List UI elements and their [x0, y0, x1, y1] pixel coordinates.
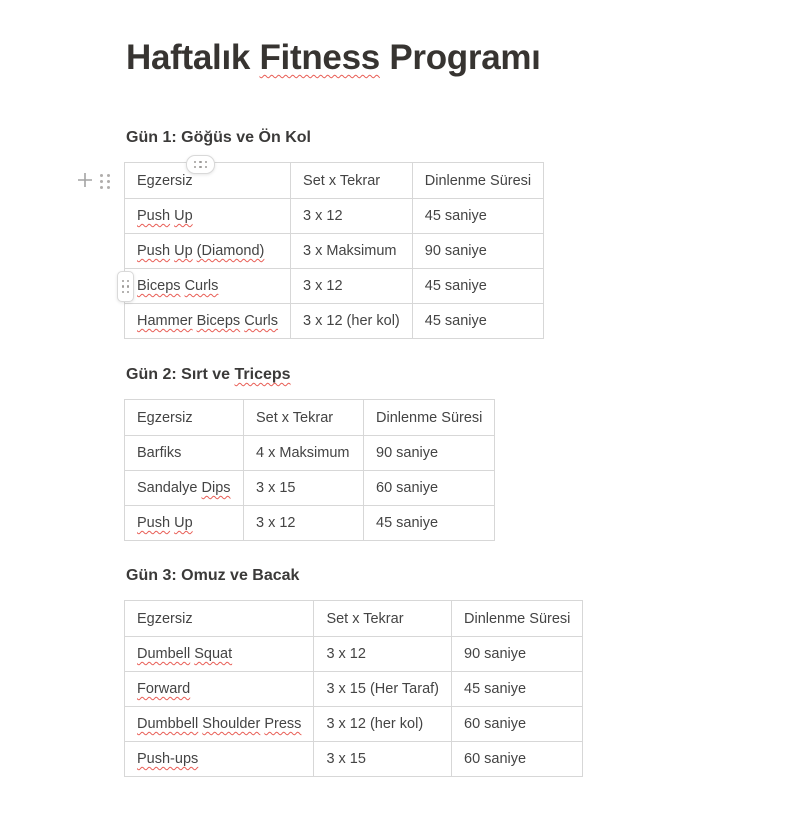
word: Up — [174, 515, 193, 531]
word: (Diamond) — [196, 243, 265, 259]
exercise-cell[interactable] — [125, 637, 314, 672]
sets-cell[interactable]: 3 x 12 — [291, 199, 413, 234]
word: ve — [236, 129, 255, 146]
section-heading[interactable] — [126, 366, 495, 384]
exercise-table — [124, 162, 544, 339]
word: Dumbbell — [137, 716, 199, 732]
table-row — [125, 742, 583, 777]
section-heading[interactable] — [126, 129, 544, 147]
rest-cell[interactable]: 45 saniye — [364, 506, 495, 541]
word: Shoulder — [202, 716, 261, 732]
word: 2: — [162, 366, 177, 383]
exercise-cell[interactable] — [125, 269, 291, 304]
table-row — [125, 304, 544, 339]
word: Haftalık — [126, 38, 251, 77]
column-header[interactable]: Dinlenme Süresi — [452, 601, 583, 637]
sets-cell[interactable]: 3 x 12 — [244, 506, 364, 541]
rest-cell[interactable]: 90 saniye — [412, 234, 543, 269]
word: Hammer — [137, 313, 193, 329]
rest-cell[interactable]: 45 saniye — [412, 269, 543, 304]
word: ve — [212, 366, 231, 383]
word: Omuz — [181, 567, 226, 584]
exercise-table — [124, 399, 495, 541]
word: Curls — [244, 313, 279, 329]
table-column-drag-handle[interactable] — [186, 155, 215, 174]
word: Bacak — [252, 567, 300, 584]
column-header[interactable]: Set x Tekrar — [291, 163, 413, 199]
word: Forward — [137, 681, 191, 697]
table-row — [125, 269, 544, 304]
day-section — [124, 567, 583, 777]
word: Kol — [285, 129, 311, 146]
table-header-row — [125, 400, 495, 436]
rest-cell[interactable]: 45 saniye — [412, 304, 543, 339]
table-header-row — [125, 601, 583, 637]
table-row — [125, 506, 495, 541]
table-row — [125, 199, 544, 234]
word: Fitness — [259, 38, 380, 77]
sets-cell[interactable]: 3 x 12 (her kol) — [314, 707, 452, 742]
word: 1: — [162, 129, 177, 146]
six-dots-vertical-drag-icon — [100, 174, 103, 177]
sets-cell[interactable]: 3 x Maksimum — [291, 234, 413, 269]
sets-cell[interactable]: 3 x 15 — [314, 742, 452, 777]
sets-cell[interactable]: 3 x 12 — [291, 269, 413, 304]
word: 3: — [162, 567, 177, 584]
word: Biceps — [196, 313, 241, 329]
word: Ön — [258, 129, 281, 146]
column-header[interactable]: Dinlenme Süresi — [364, 400, 495, 436]
word: Up — [174, 208, 193, 224]
word: Push — [137, 243, 171, 259]
rest-cell[interactable]: 45 saniye — [452, 672, 583, 707]
sets-cell[interactable]: 3 x 15 — [244, 471, 364, 506]
rest-cell[interactable]: 60 saniye — [452, 742, 583, 777]
table-row-drag-handle[interactable] — [117, 271, 134, 302]
word: Push — [137, 208, 171, 224]
column-header[interactable]: Egzersiz — [125, 400, 244, 436]
exercise-table — [124, 600, 583, 777]
column-header[interactable]: Dinlenme Süresi — [412, 163, 543, 199]
word: Push — [137, 515, 171, 531]
exercise-cell[interactable] — [125, 506, 244, 541]
exercise-cell[interactable] — [125, 304, 291, 339]
six-dots-horizontal-drag-icon — [194, 161, 208, 169]
sets-cell[interactable]: 3 x 15 (Her Taraf) — [314, 672, 452, 707]
rest-cell[interactable]: 90 saniye — [364, 436, 495, 471]
sets-cell[interactable]: 4 x Maksimum — [244, 436, 364, 471]
word: Press — [264, 716, 302, 732]
rest-cell[interactable]: 60 saniye — [364, 471, 495, 506]
word: Biceps — [137, 278, 181, 294]
word: Gün — [126, 366, 158, 383]
table-row — [125, 471, 495, 506]
day-section — [124, 366, 495, 541]
exercise-cell[interactable] — [125, 742, 314, 777]
word: ve — [230, 567, 248, 584]
word: Gün — [126, 129, 158, 146]
word: Up — [174, 243, 193, 259]
word: Push-ups — [137, 751, 199, 767]
exercise-cell[interactable] — [125, 436, 244, 471]
exercise-cell[interactable] — [125, 672, 314, 707]
exercise-cell[interactable] — [125, 234, 291, 269]
page-title[interactable] — [126, 38, 541, 78]
word: Squat — [194, 646, 233, 662]
word: Sandalye — [137, 480, 198, 496]
rest-cell[interactable]: 45 saniye — [412, 199, 543, 234]
word: Dumbell — [137, 646, 191, 662]
table-row — [125, 672, 583, 707]
word: Sırt — [181, 366, 208, 383]
column-header[interactable]: Egzersiz — [125, 601, 314, 637]
word: Barfiks — [137, 445, 182, 461]
exercise-cell[interactable] — [125, 199, 291, 234]
rest-cell[interactable]: 60 saniye — [452, 707, 583, 742]
table-row — [125, 234, 544, 269]
table-row — [125, 637, 583, 672]
rest-cell[interactable]: 90 saniye — [452, 637, 583, 672]
word: Göğüs — [181, 129, 232, 146]
section-heading[interactable] — [126, 567, 583, 585]
word: Curls — [184, 278, 219, 294]
plus-icon — [76, 171, 94, 189]
word: Programı — [389, 38, 541, 77]
six-dots-vertical-drag-icon — [122, 280, 130, 294]
table-row — [125, 436, 495, 471]
word: Dips — [201, 480, 231, 496]
exercise-cell[interactable] — [125, 471, 244, 506]
sets-cell[interactable]: 3 x 12 — [314, 637, 452, 672]
column-header[interactable]: Set x Tekrar — [244, 400, 364, 436]
block-drag-handle[interactable] — [100, 174, 110, 189]
word: Gün — [126, 567, 158, 584]
word: Triceps — [234, 366, 291, 383]
column-header[interactable]: Set x Tekrar — [314, 601, 452, 637]
sets-cell[interactable]: 3 x 12 (her kol) — [291, 304, 413, 339]
column-header[interactable]: Egzersiz — [125, 163, 291, 199]
table-row — [125, 707, 583, 742]
exercise-cell[interactable] — [125, 707, 314, 742]
add-block-button[interactable] — [74, 169, 96, 191]
